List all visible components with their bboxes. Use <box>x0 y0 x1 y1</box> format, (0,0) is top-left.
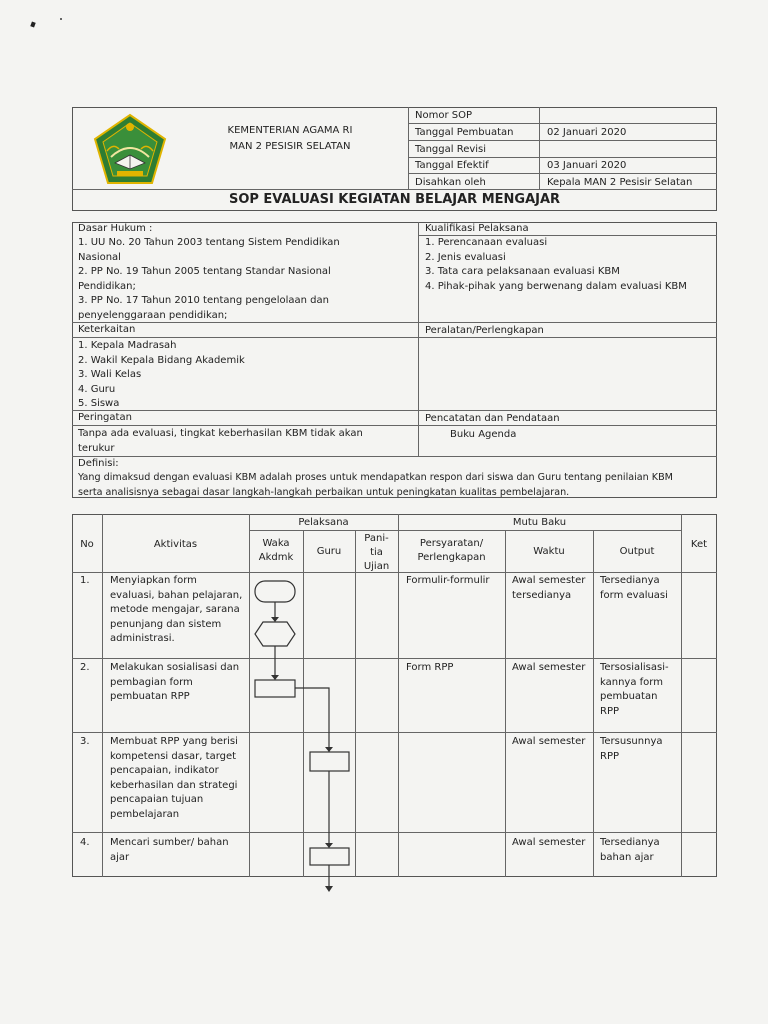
list-item: 5. Siswa <box>78 398 120 409</box>
list-item: administrasi. <box>110 633 175 644</box>
list-item: penyelenggaraan pendidikan; <box>78 309 228 321</box>
header-panitia-line: Pani- <box>364 533 389 544</box>
pencatatan-label: Pencatatan dan Pendataan <box>425 413 560 424</box>
list-item: Form RPP <box>406 662 454 673</box>
org-line-1: KEMENTERIAN AGAMA RI <box>227 125 353 136</box>
meta-label-nomor: Nomor SOP <box>415 110 472 121</box>
list-item: Tersosialisasi- <box>600 662 669 673</box>
list-item: Awal semester <box>512 662 586 673</box>
doc-title: SOP EVALUASI KEGIATAN BELAJAR MENGAJAR <box>228 192 561 207</box>
meta-label-pembuatan: Tanggal Pembuatan <box>415 127 514 138</box>
flow-process-box <box>255 680 295 697</box>
meta-value-pembuatan: 02 Januari 2020 <box>547 127 627 138</box>
list-item: evaluasi, bahan pelajaran, <box>110 589 243 601</box>
meta-label-disahkan: Disahkan oleh <box>415 177 486 188</box>
list-item: penunjang dan sistem <box>110 618 222 630</box>
list-item: Awal semester <box>512 575 586 586</box>
list-item: pencapaian, indikator <box>110 765 219 776</box>
header-persyaratan-line: Persyaratan/ <box>419 538 484 549</box>
list-item: RPP <box>600 750 620 762</box>
header-waka-line: Akdmk <box>258 552 294 563</box>
org-line-2: MAN 2 PESISIR SELATAN <box>229 141 351 152</box>
list-item: 1. UU No. 20 Tahun 2003 tentang Sistem Pendidikan <box>78 237 340 248</box>
list-item: pembuatan RPP <box>110 691 190 702</box>
flow-arrow <box>325 747 333 752</box>
header-waka-line: Waka <box>262 538 290 549</box>
list-item: Membuat RPP yang berisi <box>110 736 238 747</box>
list-item: 2. PP No. 19 Tahun 2005 tentang Standar Nasional <box>78 266 331 277</box>
list-item: 3. Tata cara pelaksanaan evaluasi KBM <box>425 266 620 277</box>
header-pelaksana: Pelaksana <box>298 517 349 528</box>
list-item: Nasional <box>78 251 121 263</box>
meta-label-efektif: Tanggal Efektif <box>415 160 489 171</box>
list-item: metode mengajar, sarana <box>110 604 240 615</box>
list-item: ajar <box>110 851 130 863</box>
definisi-label: Definisi: <box>78 458 119 469</box>
list-item: Tersusunnya <box>600 736 663 747</box>
list-item: Tersedianya <box>600 575 660 586</box>
list-item: 4. Guru <box>78 383 116 395</box>
flow-arrow <box>271 617 279 622</box>
meta-label-revisi: Tanggal Revisi <box>415 144 487 155</box>
flow-start-terminator <box>255 581 295 602</box>
list-item: 2. Jenis evaluasi <box>425 251 506 263</box>
list-item: tersedianya <box>512 589 572 601</box>
list-item: 4. Pihak-pihak yang berwenang dalam evaluasi KBM <box>425 280 687 292</box>
header-panitia-line: Ujian <box>363 561 390 572</box>
row3-no: 3. <box>80 736 90 747</box>
list-item: Tanpa ada evaluasi, tingkat keberhasilan KBM tidak akan <box>78 428 363 439</box>
header-no: No <box>80 539 94 550</box>
list-item: 2. Wakil Kepala Bidang Akademik <box>78 354 245 366</box>
peralatan-label: Peralatan/Perlengkapan <box>425 325 544 336</box>
header-aktivitas: Aktivitas <box>153 539 198 550</box>
list-item: pembuatan <box>600 691 658 702</box>
list-item: 3. Wali Kelas <box>78 369 142 380</box>
flow-arrow <box>325 886 333 892</box>
flow-preparation-hexagon <box>255 622 295 646</box>
list-item: serta analisisnya sebagai dasar langkah-langkah perbaikan untuk peningkatan kualitas pembelajaran. <box>78 486 570 498</box>
list-item: Tersedianya <box>600 837 660 848</box>
header-mutu-baku: Mutu Baku <box>512 517 567 528</box>
list-item: 1. Perencanaan evaluasi <box>425 237 548 248</box>
flow-process-box <box>310 848 349 865</box>
row1-no: 1. <box>80 575 90 586</box>
list-item: Melakukan sosialisasi dan <box>110 662 240 673</box>
list-item: RPP <box>600 705 620 717</box>
keterkaitan-label: Keterkaitan <box>78 324 136 335</box>
list-item: Yang dimaksud dengan evaluasi KBM adalah proses untuk mendapatkan respon dari siswa dan Guru tentang penilaian KBM <box>78 472 673 483</box>
meta-value-efektif: 03 Januari 2020 <box>547 160 627 171</box>
header-waktu: Waktu <box>533 546 565 557</box>
flow-arrow <box>325 843 333 848</box>
list-item: Mencari sumber/ bahan <box>110 837 229 848</box>
header-panitia-line: tia <box>370 547 383 558</box>
row4-no: 4. <box>80 837 90 848</box>
list-item: 3. PP No. 17 Tahun 2010 tentang pengelolaan dan <box>78 295 329 306</box>
list-item: pembagian form <box>110 676 193 688</box>
list-item: keberhasilan dan strategi <box>110 779 238 791</box>
list-item: Awal semester <box>512 837 586 848</box>
list-item: pembelajaran <box>110 808 180 820</box>
flow-connector <box>295 688 329 752</box>
list-item: pencapaian tujuan <box>110 794 204 805</box>
dasar-hukum-label: Dasar Hukum : <box>78 223 153 234</box>
list-item: terukur <box>78 442 115 454</box>
header-guru: Guru <box>316 546 342 557</box>
list-item: Pendidikan; <box>78 280 136 292</box>
meta-value-disahkan: Kepala MAN 2 Pesisir Selatan <box>547 177 693 188</box>
row2-no: 2. <box>80 662 90 673</box>
flow-process-box <box>310 752 349 771</box>
list-item: kannya form <box>600 676 663 688</box>
flow-arrow <box>271 675 279 680</box>
list-item: Awal semester <box>512 736 586 747</box>
kualifikasi-label: Kualifikasi Pelaksana <box>425 223 529 234</box>
list-item: form evaluasi <box>600 589 668 601</box>
list-item: Menyiapkan form <box>110 575 197 586</box>
list-item: bahan ajar <box>600 851 654 863</box>
header-ket: Ket <box>690 539 708 550</box>
header-output: Output <box>619 546 655 557</box>
list-item: kompetensi dasar, target <box>110 750 237 762</box>
pencatatan-value: Buku Agenda <box>450 429 517 440</box>
list-item: Formulir-formulir <box>406 575 490 586</box>
peringatan-label: Peringatan <box>78 412 132 423</box>
header-persyaratan-line: Perlengkapan <box>417 552 486 563</box>
list-item: 1. Kepala Madrasah <box>78 340 177 351</box>
